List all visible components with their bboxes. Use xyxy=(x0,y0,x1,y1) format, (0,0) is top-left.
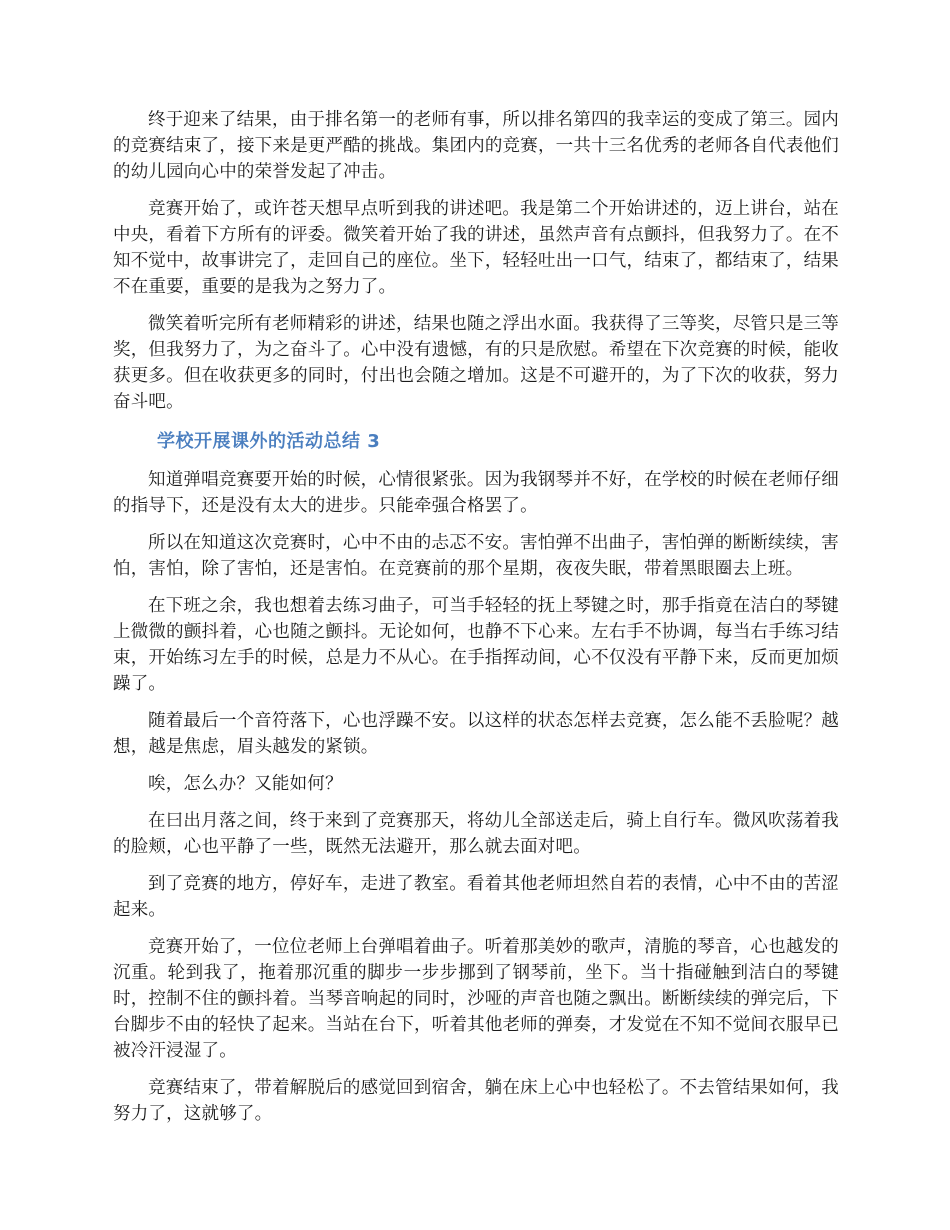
document-page xyxy=(113,107,839,1138)
paragraph: 竞赛开始了，或许苍天想早点听到我的讲述吧。我是第二个开始讲述的，迈上讲台，站在中央，看着下方所有的评委。微笑着开始了我的讲述，虽然声音有点颤抖，但我努力了。在不知不觉中，故事讲完了，走回自己的座位。坐下，轻轻吐出一口气，结束了，都结束了，结果不在重要，重要的是我为之努力了。 xyxy=(113,199,839,297)
paragraph: 在曰出月落之间，终于来到了竞赛那天，将幼儿全部送走后，骑上自行车。微风吹荡着我的脸颊，心也平静了一些，既然无法避开，那么就去面对吧。 xyxy=(113,811,839,857)
paragraph: 随着最后一个音符落下，心也浮躁不安。以这样的状态怎样去竞赛，怎么能不丢脸呢？越想，越是焦虑，眉头越发的紧锁。 xyxy=(113,711,839,757)
paragraph: 竞赛开始了，一位位老师上台弹唱着曲子。听着那美妙的歌声，清脆的琴音，心也越发的沉重。轮到我了，拖着那沉重的脚步一步步挪到了钢琴前，坐下。当十指碰触到洁白的琴键时，控制不住的颤抖着。当琴音响起的同时，沙哑的声音也随之飘出。断断续续的弹完后，下台脚步不由的轻快了起来。当站在台下，听着其他老师的弹奏，才发觉在不知不觉间衣服早已被冷汗浸湿了。 xyxy=(113,937,839,1061)
section-heading: 学校开展课外的活动总结 3 xyxy=(157,431,381,452)
paragraph: 在下班之余，我也想着去练习曲子，可当手轻轻的抚上琴键之时，那手指竟在洁白的琴键上微微的颤抖着，心也随之颤抖。无论如何，也静不下心来。左右手不协调，每当右手练习结束，开始练习左手的时候，总是力不从心。在手指挥动间，心不仅没有平静下来，反而更加烦躁了。 xyxy=(113,596,839,694)
paragraph: 微笑着听完所有老师精彩的讲述，结果也随之浮出水面。我获得了三等奖，尽管只是三等奖，但我努力了，为之奋斗了。心中没有遗憾，有的只是欣慰。希望在下次竞赛的时候，能收获更多。但在收获更多的同时，付出也会随之增加。这是不可避开的，为了下次的收获，努力奋斗吧。 xyxy=(113,314,839,412)
paragraph: 到了竞赛的地方，停好车，走进了教室。看着其他老师坦然自若的表情，心中不由的苦涩起来。 xyxy=(113,874,839,920)
paragraph: 终于迎来了结果，由于排名第一的老师有事，所以排名第四的我幸运的变成了第三。园内的竞赛结束了，接下来是更严酷的挑战。集团内的竞赛，一共十三名优秀的老师各自代表他们的幼儿园向心中的荣誉发起了冲击。 xyxy=(113,110,839,182)
paragraph: 唉，怎么办？又能如何？ xyxy=(148,774,343,794)
paragraph: 知道弹唱竞赛要开始的时候，心情很紧张。因为我钢琴并不好，在学校的时候在老师仔细的指导下，还是没有太大的进步。只能牵强合格罢了。 xyxy=(113,470,839,516)
paragraph: 所以在知道这次竞赛时，心中不由的忐忑不安。害怕弹不出曲子，害怕弹的断断续续，害怕，害怕，除了害怕，还是害怕。在竞赛前的那个星期，夜夜失眠，带着黑眼圈去上班。 xyxy=(113,533,839,579)
paragraph: 竞赛结束了，带着解脱后的感觉回到宿舍，躺在床上心中也轻松了。不去管结果如何，我努力了，这就够了。 xyxy=(113,1078,839,1124)
